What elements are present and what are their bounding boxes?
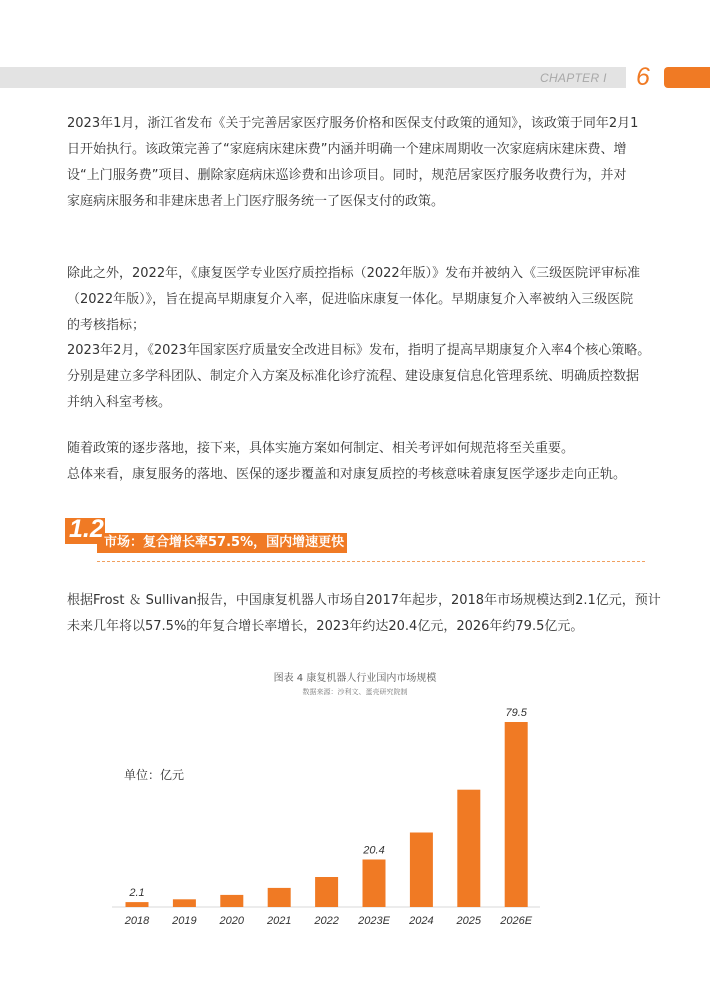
- chart-source: 数据来源：沙利文、蛋壳研究院制: [302, 688, 408, 696]
- x-tick-label: 2024: [409, 915, 434, 927]
- paragraph-line: 并纳入科室考核。: [67, 395, 172, 410]
- x-tick-label: 2018: [124, 915, 150, 927]
- data-label: 79.5: [505, 707, 527, 719]
- x-tick-label: 2023E: [358, 915, 390, 927]
- chart-bar-2022: [315, 877, 338, 907]
- paragraph-line: 2023年2月，《2023年国家医疗质量安全改进目标》发布，指明了提高早期康复介入率4个核心策略。: [67, 343, 651, 358]
- x-tick-label: 2025: [456, 915, 482, 927]
- paragraph-line: 日开始执行。该政策完善了“家庭病床建床费”内涵并明确一个建床周期收一次家庭病床建床费、增: [67, 142, 627, 157]
- x-tick-label: 2026E: [500, 915, 533, 927]
- chart-bar-2021: [268, 888, 291, 907]
- chart-bar-2024: [410, 833, 433, 908]
- paragraph-line: 随着政策的逐步落地，接下来，具体实施方案如何制定、相关考评如何规范将至关重要。: [67, 441, 575, 456]
- section-number: 1.2: [69, 515, 104, 543]
- data-label: 20.4: [363, 844, 385, 857]
- chart-bar-2019: [173, 899, 196, 907]
- page-number: 6: [636, 63, 650, 91]
- paragraph-line: 的考核指标；: [67, 318, 146, 333]
- paragraph-line: 未来几年将以57.5%的年复合增长率增长，2023年约达20.4亿元，2026年约79.5亿元。: [67, 619, 584, 634]
- paragraph-line: 根据Frost ＆ Sullivan报告，中国康复机器人市场自2017年起步，2018年市场规模达到2.1亿元，预计: [67, 593, 661, 608]
- paragraph-line: 分别是建立多学科团队、制定介入方案及标准化诊疗流程、建设康复信息化管理系统、明确质控数据: [67, 369, 640, 384]
- paragraph-line: （2022年版）》，旨在提高早期康复介入率，促进临床康复一体化。早期康复介入率被纳入三级医院: [67, 292, 634, 307]
- x-tick-label: 2019: [172, 915, 197, 927]
- chart-bar-2023e: [363, 860, 386, 908]
- x-tick-label: 2020: [219, 915, 245, 927]
- paragraph-line: 2023年1月，浙江省发布《关于完善居家医疗服务价格和医保支付政策的通知》，该政策于同年2月1: [67, 116, 639, 131]
- chart-bar-2026e: [505, 722, 528, 907]
- paragraph-line: 除此之外，2022年，《康复医学专业医疗质控指标（2022年版）》发布并被纳入《三级医院评审标准: [67, 266, 641, 281]
- chart-title: 图表 4 康复机器人行业国内市场规模: [273, 673, 437, 684]
- chart-bar-2020: [220, 895, 243, 907]
- x-tick-label: 2022: [314, 915, 339, 927]
- chart-bar-2025: [457, 790, 480, 907]
- paragraph-line: 设“上门服务费”项目、删除家庭病床巡诊费和出诊项目。同时，规范居家医疗服务收费行为，并对: [67, 168, 627, 183]
- section-title: 市场：复合增长率57.5%，国内增速更快: [104, 535, 345, 550]
- chapter-label: CHAPTER I: [540, 71, 607, 85]
- chart-unit-label: 单位：亿元: [124, 768, 185, 782]
- x-tick-label: 2021: [266, 915, 292, 927]
- data-label: 2.1: [129, 887, 145, 900]
- paragraph-line: 总体来看，康复服务的落地、医保的逐步覆盖和对康复质控的考核意味着康复医学逐步走向正轨。: [67, 467, 627, 482]
- paragraph-line: 家庭病床服务和非建床患者上门医疗服务统一了医保支付的政策。: [67, 194, 445, 209]
- chart-bar-2018: [126, 902, 149, 907]
